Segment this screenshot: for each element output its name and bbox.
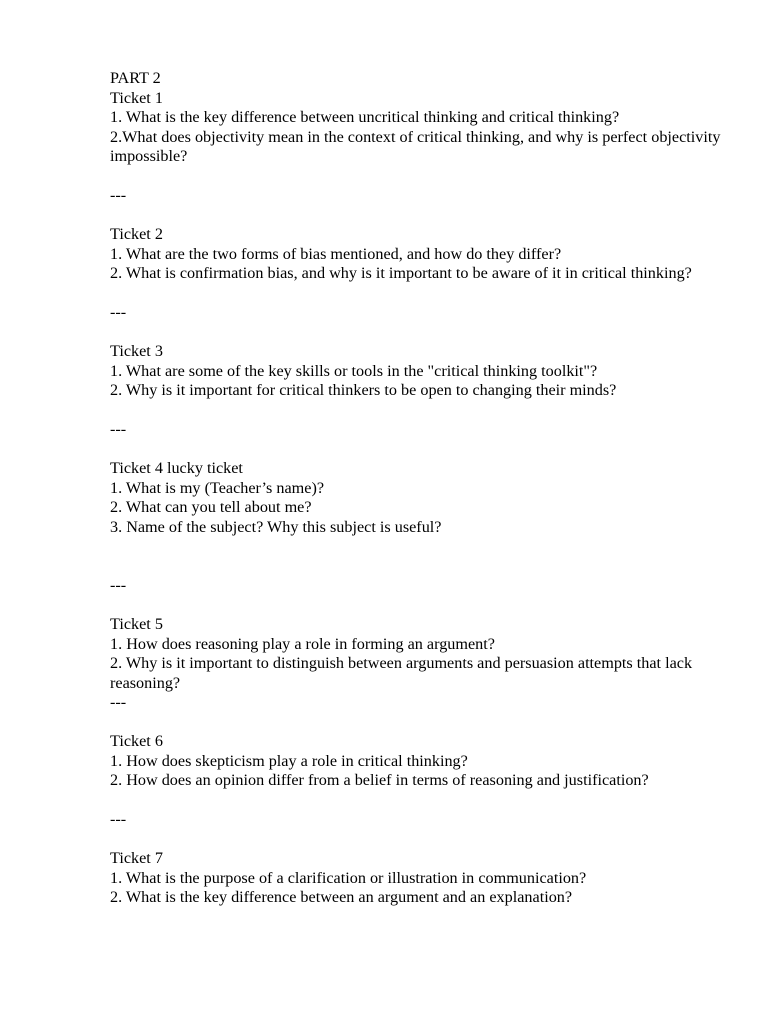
part-title: PART 2 (110, 69, 161, 87)
blank-line (110, 401, 730, 421)
blank-line (110, 830, 730, 850)
ticket-7 (110, 849, 730, 908)
separator: --- (110, 576, 127, 594)
ticket-1 (110, 89, 730, 167)
ticket-question: 1. How does reasoning play a role in forming an argument? (110, 634, 495, 653)
ticket-question: 1. How does skepticism play a role in critical thinking? (110, 751, 468, 770)
blank-line (110, 440, 730, 460)
ticket-6 (110, 732, 730, 791)
ticket-2 (110, 225, 730, 284)
blank-line (110, 791, 730, 811)
ticket-title: Ticket 3 (110, 342, 163, 360)
ticket-question: 1. What is the purpose of a clarification or illustration in communication? (110, 868, 587, 887)
ticket-title: Ticket 7 (110, 849, 163, 867)
ticket-title: Ticket 4 lucky ticket (110, 459, 243, 477)
separator: --- (110, 693, 127, 711)
ticket-question: 1. What is the key difference between uncritical thinking and critical thinking? (110, 108, 620, 126)
blank-line (110, 167, 730, 187)
ticket-title: Ticket 2 (110, 225, 163, 243)
ticket-question: 3. Name of the subject? Why this subject is useful? (110, 517, 442, 536)
ticket-question: 2. Why is it important for critical thinkers to be open to changing their minds? (110, 381, 617, 399)
ticket-title: Ticket 6 (110, 732, 163, 750)
ticket-question: 2. What is the key difference between an argument and an explanation? (110, 888, 573, 906)
separator: --- (110, 420, 127, 438)
ticket-question: 2.What does objectivity mean in the context of critical thinking, and why is perfect objectivity impossible? (110, 127, 725, 165)
ticket-5 (110, 615, 730, 693)
ticket-question: 2. How does an opinion differ from a belief in terms of reasoning and justification? (110, 771, 649, 789)
blank-line (110, 557, 730, 577)
document-page (110, 69, 730, 908)
blank-line (110, 206, 730, 226)
ticket-question: 2. What is confirmation bias, and why is it important to be aware of it in critical thinking? (110, 264, 692, 282)
ticket-3 (110, 342, 730, 401)
ticket-question: 2. What can you tell about me? (110, 498, 312, 516)
ticket-title: Ticket 5 (110, 615, 163, 633)
blank-line (110, 713, 730, 733)
ticket-question: 1. What are the two forms of bias mentioned, and how do they differ? (110, 244, 562, 263)
ticket-question: 1. What are some of the key skills or tools in the "critical thinking toolkit"? (110, 361, 598, 380)
ticket-question: 2. Why is it important to distinguish between arguments and persuasion attempts that lack reasoning? (110, 654, 697, 692)
ticket-4 (110, 459, 730, 537)
ticket-title: Ticket 1 (110, 88, 163, 107)
blank-line (110, 323, 730, 343)
ticket-question: 1. What is my (Teacher’s name)? (110, 478, 325, 497)
blank-line (110, 537, 730, 557)
separator: --- (110, 186, 127, 204)
separator: --- (110, 810, 127, 828)
blank-line (110, 596, 730, 616)
blank-line (110, 284, 730, 304)
separator: --- (110, 303, 127, 321)
